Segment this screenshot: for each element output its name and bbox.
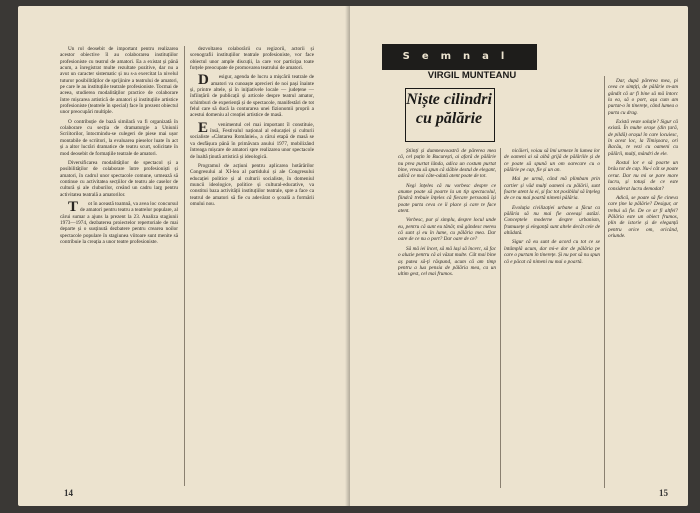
right-page-column-1 (398, 148, 496, 493)
paragraph: Științi și dumneavoastră de părerea mea că, cel puțin în București, ai afară de pălărie nu prea purtat lânda, adica un costum purtat bine, vreau să spun că slăbie destul de elegant, adică ce mai căte-odată atent poate de tot. (398, 148, 496, 180)
paragraph: Negi înțeles că nu vorbesc despre ce anume poate să poarte la un tip spectacolul, fiindcă trebuie înțeles că fiecare persoană își poate purta ceva ce îi place și care te face atent. (398, 182, 496, 215)
left-page (18, 6, 350, 506)
paragraph: Evenimentul cel mai important îl constituie, însă, Festivalul național al educației și culturii socialiste «Cântarea României», a cărui etapă de masă se va desfășura până în primăvara anului 1977, mobilizând întreaga mișcare de amatori spre realizarea unor spectacole de înaltă ținută artistică și ideologică. (190, 119, 314, 160)
paragraph: Vorbesc, pur și simplu, despre locul unde eu, pentru că sunt eu tânăr, mă gândesc mereu că sunt și eu în lume, cu pălăria mea. Dar oare de ce nu o port? Dar oare de ce? (398, 217, 496, 243)
paragraph: Mai pe urmă, când mă plimbam prin cartier și văd mulți oameni cu pălării, sunt foarte atent la ei, și fac tot posibilul să înțeleg de ce nu mai poartă nimeni pălăria. (504, 176, 600, 202)
paragraph: Diversificarea modalităților de spectacol și a posibilităților de colaborare între profesioniști și amatori, în cadrul unor spectacole comune, urmează să continue cu activitatea secțiilor de teatru ale caselor de cultură și ale cluburilor, creând un cadru larg pentru activitatea teatrală a amatorilor. (60, 159, 178, 198)
paragraph: Rostul lor e să poarte un brâu tot de cap. Nu-i cât se poate cerut. Dar nu mi se pare mare lucru, și totuși de ce este considerat lucru demodat? (608, 160, 678, 192)
paragraph: Un rol deosebit de important pentru realizarea acestor obiective îl au colaborarea instituțiilor profesioniste cu teatrul de amatori. Ea a existat și până acum, a înregistrat multe rezultate pozitive, dar nu a avut un caracter sistematic și nu s-a exercitat la nivelul tuturor posibilităților de sprijinire a teatrului de amatori, pe care le au instituțiile teatrale profesioniste. Tocmai de aceea, studierea modalităților practice de colaborare între mișcarea artistică de amatori și instituțiile artistice profesioniste (teatrele în special) face în prezent obiectul unor preocupări multiple. (60, 46, 178, 116)
paragraph: dezvoltarea colaborării cu regizorii, actorii și scenografii instituțiilor teatrale profesioniste, vor face obiectul unor ample discuții, la care vor participa toate forțele preocupate de promovarea teatrului de amatori. (190, 46, 314, 72)
paragraph: Desigur, agenda de lucru a mișcării teatrale de amatori va cunoaște aprecieri de noi pași înainte și, printre altele, și în iniţiativele locale — județene — înființării de publicații și articole despre teatrul amator, schimburi de experiență și de spectacole, manifestări de tot felul care să ducă la conturarea unei fizionomii proprii a acestui domeniu al creației artistice de masă. (190, 72, 314, 119)
page-number: 14 (64, 488, 73, 498)
paragraph: O contribuție de bază similară va fi organizată în colaborare cu secția de dramaturgie a Uniunii Scriitorilor, întocmindu-se culegeri de piese mai ușor montabile de scriitori, la evaluarea pieselor luate în act și a altor lucrări dramatice de teatru scurt, solicitate în mod deosebit de formațiile teatrale de amatori. (60, 118, 178, 157)
article-title: Niște cilindri cu pălărie (406, 91, 492, 127)
right-page (350, 6, 688, 506)
paragraph: Evoluția civilizației urbane a făcut ca pălăria să nu mai fie aceeași astăzi. Conceptele moderne despre urbanism, frumusețe și eleganță sunt altele decât cele de altădată. (504, 204, 600, 237)
paragraph: Dar, după părerea mea, pi ceea ce simțiți, de pălărie m-am gândit că ar fi bine să mă întorc la ea, să o port, așa cum am purtat-o în tinerețe, când lumea o purta cu drag. (608, 78, 678, 116)
paragraph: Programul de acțiuni pentru aplicarea hotărârilor Congresului al XI-lea al partidului și ale Congresului educației politice și al culturii socialiste, în domeniul muncii ideologice, politice și cultural-educative, va constitui baza activității instituțiilor teatrale, spre a face ca teatrul de amatori să fie cu adevărat o școală a formării omului nou. (190, 162, 314, 207)
paragraph: Tot în această toamnă, va avea loc concursul de amatori pentru teatru a teatrelor populare, al cărui sumar a ajuns la prezent la 23. Analiza stagiunii 1973—1974, dezbaterea proiectelor repertoriale de mai departe și o susținută dezbatere pentru crearea noilor spectacole populare în stagiunea viitoare sunt menite să contribuie la creația a unor teatre profesioniste. (60, 198, 178, 245)
rubric-banner: Semnal (382, 44, 537, 70)
right-page-column-3 (608, 78, 678, 493)
paragraph: Există veste soluție? Sigur că există. În multe orașe (din țară, de pildă) orașul în care locuiesc, în acest loc, la Timișoara, ori Bacău, te vezi cu oameni cu pălării, mulți, mândri de ele. (608, 119, 678, 157)
column-separator (184, 46, 185, 486)
column-separator (604, 76, 605, 488)
paragraph: nicăieri, voiau să îmi urmeze în lumea lor de oameni ai să aibă grijă de pălăriile și de ce poate să spună un om oarecare cu o pălărie pe cap, fie și un an. (504, 148, 600, 174)
left-page-column-1 (60, 46, 178, 496)
column-separator (500, 148, 501, 488)
paragraph: Adică, se poate să fie cineva care ține la pălărie? Desigur, ar trebui să fie. De ce ar fi altfel? Pălăria este un obiect frumos, plin de istorie și de eleganță pentru orice om, oricând, oriunde. (608, 194, 678, 239)
right-page-column-2 (504, 148, 600, 493)
author-name: VIRGIL MUNTEANU (427, 70, 517, 81)
paragraph: Sigur că eu sunt de acord cu tot ce se întâmplă acum, dar mi-e dor de pălăria pe care o purtam în tinerețe. Și nu pot să nu spun că e păcat că nimeni nu mai o poartă. (504, 239, 600, 265)
left-page-column-2 (190, 46, 314, 496)
paragraph: Să mă iei încet, să mă lași să încerc, să fac o aluzie pentru că ai văzut multe. Cât mai bine aș putea să-ți răspund, acum că am timp pentru a lua pensia de pălăria mea, ca un ultim gest, cel mai frumos. (398, 245, 496, 278)
page-number: 15 (659, 488, 668, 498)
